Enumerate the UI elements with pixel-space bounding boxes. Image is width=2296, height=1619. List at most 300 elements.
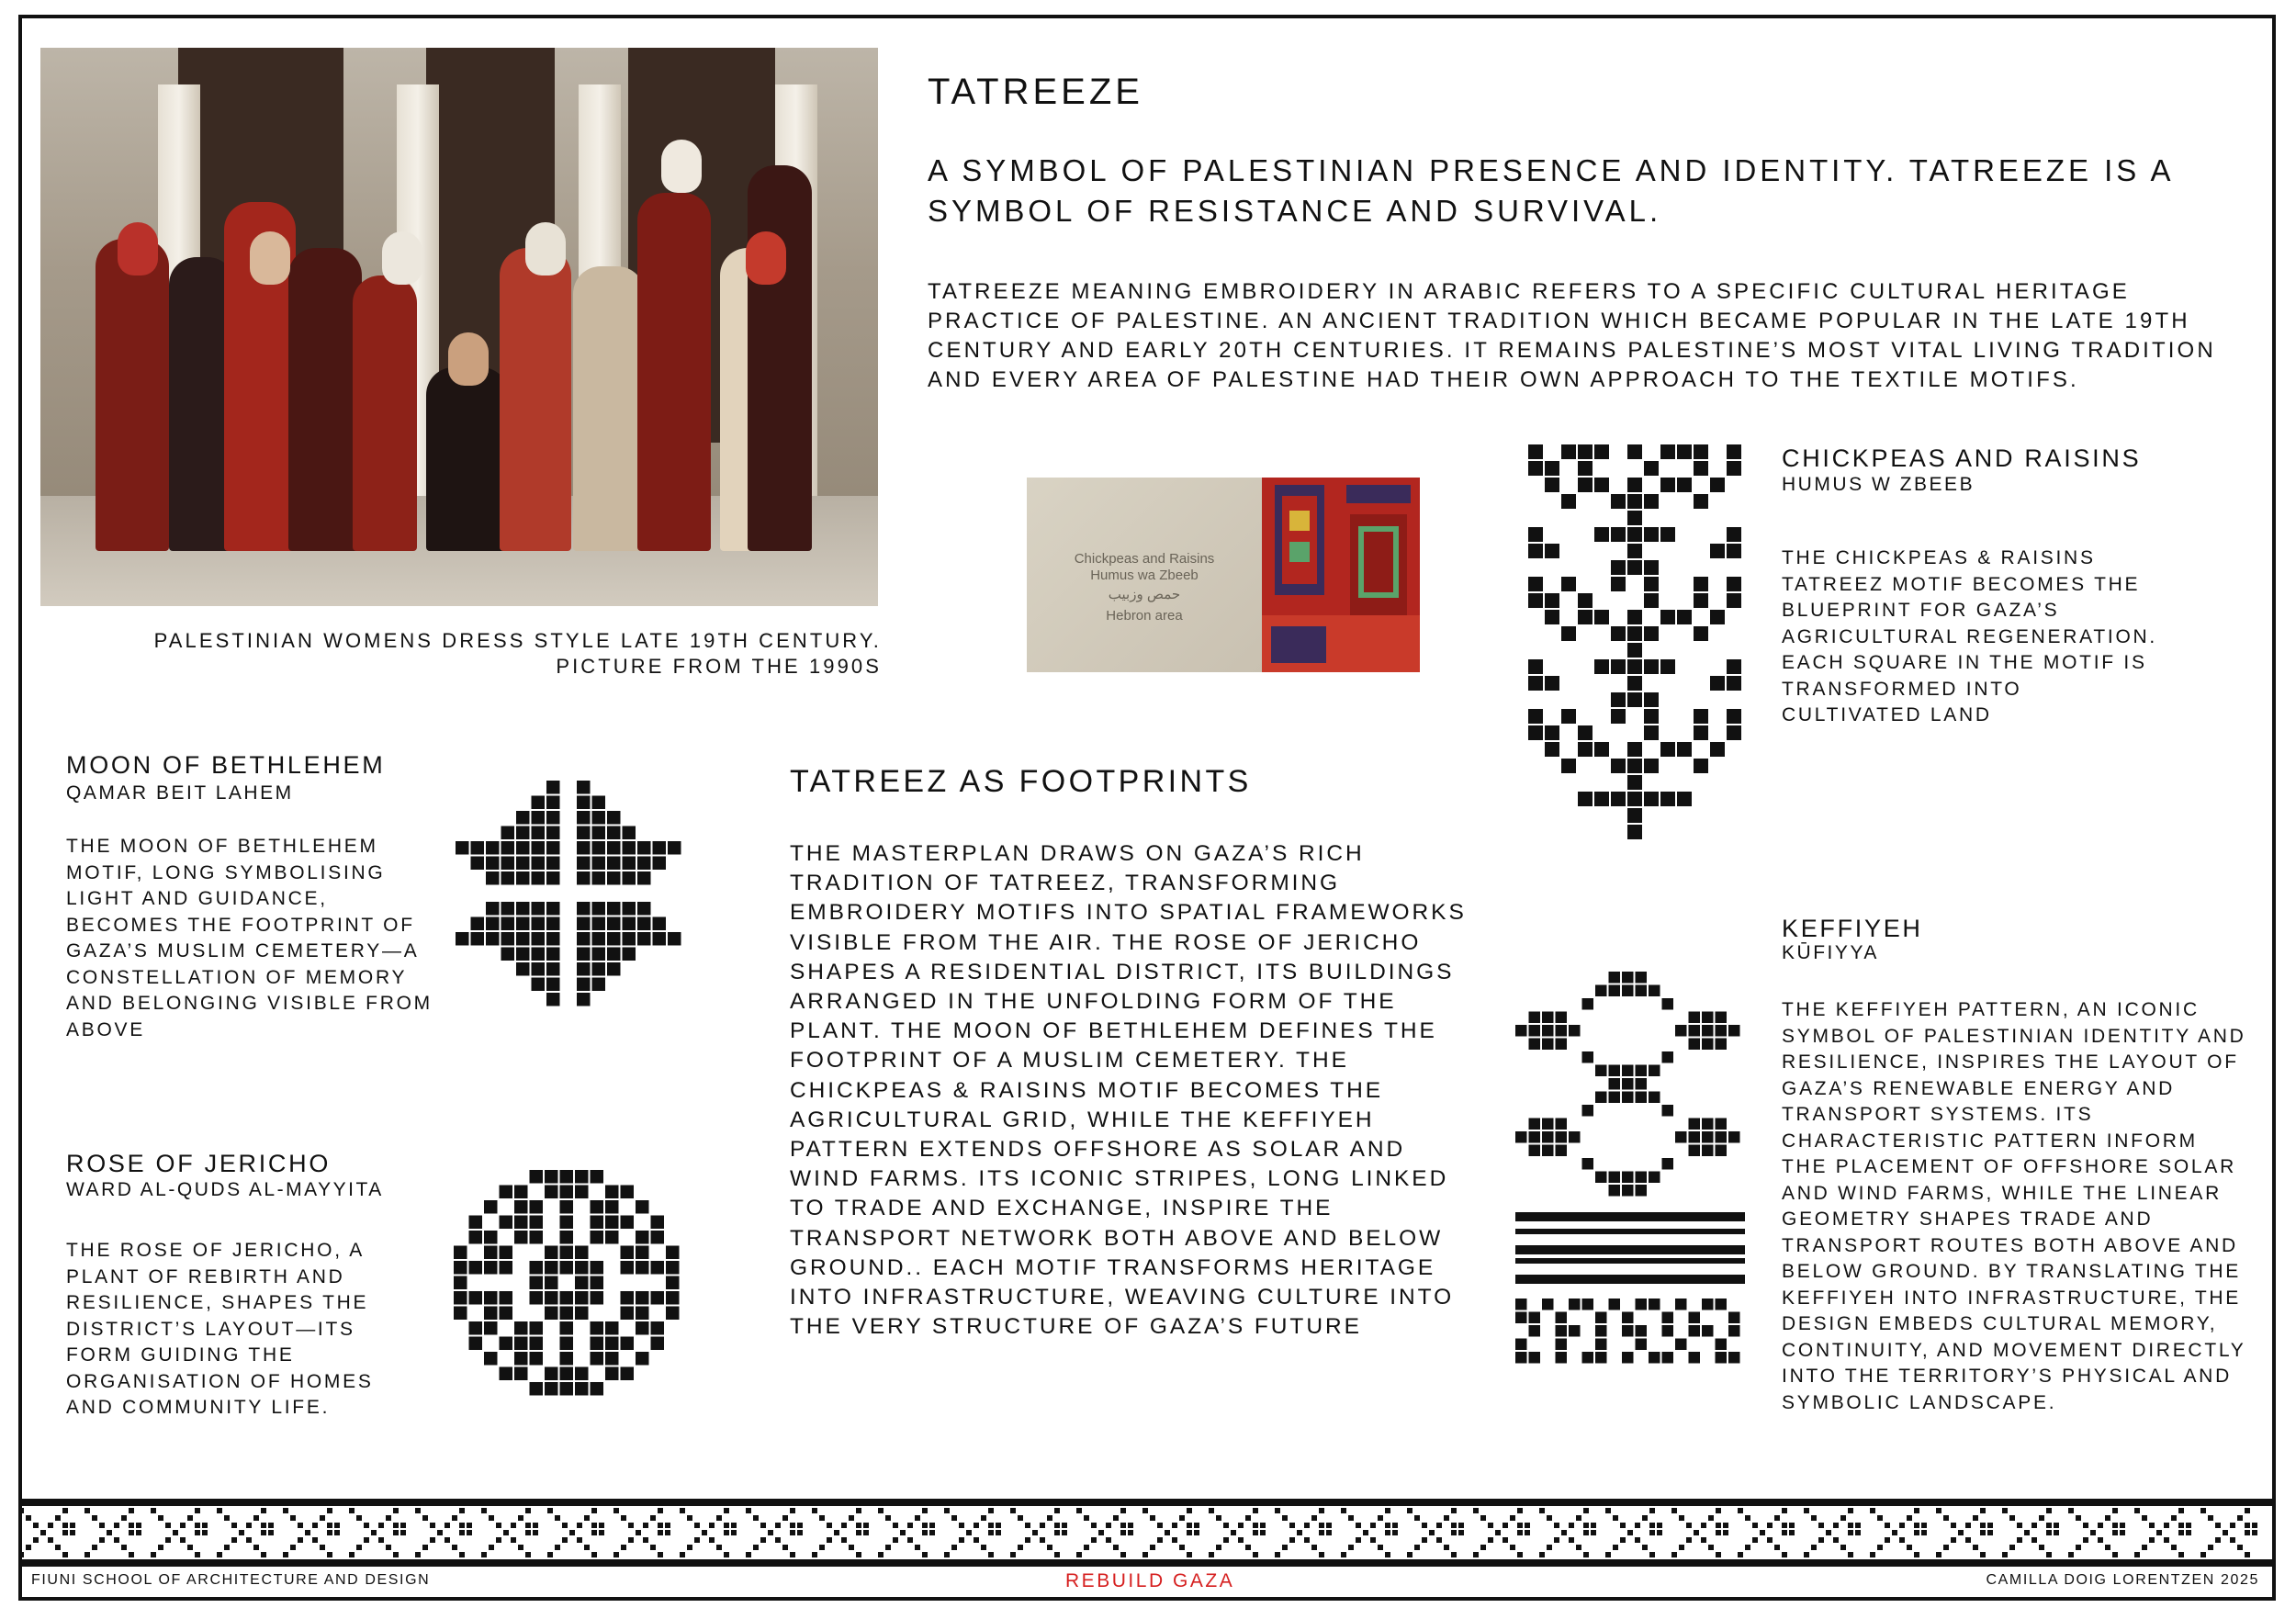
border-stitch bbox=[158, 1515, 163, 1521]
rose-stitch bbox=[621, 1337, 635, 1351]
border-stitch bbox=[1738, 1552, 1743, 1557]
border-stitch bbox=[1818, 1537, 1824, 1543]
border-stitch bbox=[62, 1530, 68, 1535]
border-stitch bbox=[187, 1545, 193, 1550]
moon-stitch bbox=[577, 811, 591, 825]
border-stitch bbox=[599, 1523, 604, 1528]
keffiyeh-stitch bbox=[1582, 998, 1594, 1010]
keffiyeh-band-stitch bbox=[1689, 1352, 1701, 1364]
rose-stitch bbox=[591, 1216, 604, 1230]
border-stitch bbox=[1885, 1537, 1890, 1543]
border-stitch bbox=[1209, 1508, 1214, 1513]
border-stitch bbox=[2215, 1537, 2221, 1543]
keffiyeh-band-stitch bbox=[1622, 1352, 1634, 1364]
rose-stitch bbox=[454, 1261, 467, 1275]
keffiyeh-stitch bbox=[1702, 1025, 1714, 1037]
border-stitch bbox=[893, 1537, 898, 1543]
border-stitch bbox=[1620, 1523, 1626, 1528]
chickpea-stitch bbox=[1594, 478, 1609, 492]
moon-stitch bbox=[546, 796, 560, 810]
border-stitch bbox=[944, 1508, 950, 1513]
keffiyeh-stitch bbox=[1636, 1078, 1648, 1090]
chickpea-stitch bbox=[1660, 527, 1675, 542]
border-stitch bbox=[459, 1523, 465, 1528]
border-stitch bbox=[1642, 1515, 1648, 1521]
border-stitch bbox=[195, 1530, 200, 1535]
moon-stitch bbox=[532, 857, 546, 871]
border-stitch bbox=[1517, 1523, 1523, 1528]
rose-stitch bbox=[636, 1291, 649, 1305]
rose-stitch bbox=[500, 1261, 513, 1275]
border-stitch bbox=[2032, 1537, 2037, 1543]
border-stitch bbox=[1547, 1545, 1552, 1550]
border-stitch bbox=[1517, 1552, 1523, 1557]
keffiyeh-stitch bbox=[1542, 1145, 1554, 1157]
border-stitch bbox=[1451, 1552, 1457, 1557]
border-stitch bbox=[974, 1537, 979, 1543]
rose-stitch bbox=[530, 1276, 544, 1290]
border-stitch bbox=[1054, 1523, 1060, 1528]
border-stitch bbox=[2230, 1523, 2235, 1528]
moon-stitch bbox=[637, 902, 651, 916]
border-stitch bbox=[1613, 1515, 1618, 1521]
border-stitch bbox=[503, 1530, 509, 1535]
chickpea-stitch bbox=[1627, 494, 1642, 509]
rose-stitch bbox=[545, 1261, 558, 1275]
border-stitch bbox=[878, 1552, 884, 1557]
border-stitch bbox=[1414, 1515, 1420, 1521]
border-stitch bbox=[1223, 1537, 1229, 1543]
keffiyeh-stitch bbox=[1556, 1012, 1568, 1024]
border-stitch bbox=[400, 1523, 406, 1528]
chickpea-stitch bbox=[1594, 659, 1609, 674]
border-stitch bbox=[555, 1545, 560, 1550]
border-stitch bbox=[775, 1523, 781, 1528]
moon-of-bethlehem-motif bbox=[456, 781, 685, 1010]
keffiyeh-stitch bbox=[1702, 1039, 1714, 1051]
border-stitch bbox=[1120, 1530, 1126, 1535]
rose-of-jericho-motif bbox=[454, 1170, 683, 1400]
border-stitch bbox=[1965, 1523, 1971, 1528]
border-stitch bbox=[1679, 1545, 1684, 1550]
moon-stitch bbox=[607, 811, 621, 825]
chickpea-stitch bbox=[1561, 626, 1576, 641]
border-stitch bbox=[2237, 1545, 2243, 1550]
moon-stitch bbox=[623, 871, 636, 885]
border-stitch bbox=[1525, 1530, 1530, 1535]
border-stitch bbox=[680, 1508, 685, 1513]
rose-stitch bbox=[591, 1276, 604, 1290]
rose-stitch bbox=[560, 1337, 574, 1351]
moon-stitch bbox=[516, 932, 530, 946]
border-stitch bbox=[2046, 1508, 2052, 1513]
border-stitch bbox=[819, 1545, 825, 1550]
border-stitch bbox=[650, 1515, 656, 1521]
chickpea-stitch bbox=[1627, 560, 1642, 575]
border-stitch bbox=[327, 1552, 332, 1557]
rose-stitch bbox=[545, 1367, 558, 1381]
border-stitch bbox=[628, 1523, 634, 1528]
border-stitch bbox=[48, 1537, 53, 1543]
border-stitch bbox=[981, 1545, 986, 1550]
border-stitch bbox=[1958, 1530, 1964, 1535]
chickpea-stitch bbox=[1660, 742, 1675, 757]
chickpea-stitch bbox=[1611, 709, 1626, 724]
rose-stitch bbox=[621, 1291, 635, 1305]
border-stitch bbox=[2178, 1530, 2184, 1535]
moon-stitch bbox=[471, 841, 485, 855]
border-stitch bbox=[62, 1508, 68, 1513]
chickpea-stitch bbox=[1611, 494, 1626, 509]
border-stitch bbox=[129, 1508, 134, 1513]
border-stitch bbox=[415, 1508, 421, 1513]
moon-stitch bbox=[607, 962, 621, 976]
border-stitch bbox=[1943, 1515, 1949, 1521]
keffiyeh-stitch bbox=[1689, 1131, 1701, 1143]
chickpea-stitch bbox=[1528, 709, 1543, 724]
moon-stitch bbox=[592, 978, 606, 992]
border-stitch bbox=[555, 1515, 560, 1521]
moon-stitch bbox=[577, 857, 591, 871]
keffiyeh-stitch bbox=[1649, 985, 1660, 997]
border-stitch bbox=[1304, 1523, 1310, 1528]
border-stitch bbox=[812, 1552, 817, 1557]
border-stitch bbox=[981, 1515, 986, 1521]
keffiyeh-stitch bbox=[1556, 1145, 1568, 1157]
chickpea-stitch bbox=[1694, 626, 1708, 641]
border-stitch bbox=[1311, 1545, 1317, 1550]
chickpea-stitch bbox=[1644, 461, 1659, 476]
chickpea-stitch bbox=[1528, 527, 1543, 542]
border-stitch bbox=[1782, 1523, 1787, 1528]
border-stitch bbox=[2112, 1552, 2118, 1557]
border-stitch bbox=[129, 1523, 134, 1528]
chickpea-stitch bbox=[1694, 725, 1708, 740]
border-stitch bbox=[753, 1545, 759, 1550]
border-stitch bbox=[613, 1552, 619, 1557]
border-stitch bbox=[1488, 1523, 1493, 1528]
border-stitch bbox=[1165, 1530, 1170, 1535]
border-stitch bbox=[1253, 1508, 1258, 1513]
border-stitch bbox=[1289, 1537, 1295, 1543]
border-stitch bbox=[724, 1523, 729, 1528]
border-stitch bbox=[577, 1537, 582, 1543]
border-stitch bbox=[165, 1537, 171, 1543]
border-stitch bbox=[158, 1545, 163, 1550]
rose-stitch bbox=[651, 1337, 665, 1351]
border-stitch bbox=[2120, 1523, 2125, 1528]
border-stitch bbox=[1289, 1523, 1295, 1528]
border-stitch bbox=[2039, 1545, 2044, 1550]
chickpea-stitch bbox=[1594, 444, 1609, 459]
border-stitch bbox=[195, 1508, 200, 1513]
chickpea-stitch bbox=[1727, 676, 1741, 691]
border-stitch bbox=[2046, 1523, 2052, 1528]
keffiyeh-stitch bbox=[1716, 1119, 1728, 1130]
rose-stitch bbox=[575, 1367, 589, 1381]
border-stitch bbox=[1245, 1515, 1251, 1521]
border-stitch bbox=[1576, 1545, 1581, 1550]
rose-stitch bbox=[484, 1352, 498, 1366]
border-stitch bbox=[1216, 1515, 1221, 1521]
border-stitch bbox=[1591, 1523, 1596, 1528]
border-stitch bbox=[1142, 1508, 1148, 1513]
border-stitch bbox=[1745, 1545, 1750, 1550]
border-stitch bbox=[2134, 1508, 2140, 1513]
border-stitch bbox=[922, 1508, 928, 1513]
moon-stitch bbox=[532, 841, 546, 855]
border-stitch bbox=[239, 1530, 244, 1535]
border-stitch bbox=[716, 1515, 722, 1521]
border-stitch bbox=[790, 1523, 795, 1528]
border-stitch bbox=[2171, 1545, 2177, 1550]
border-stitch bbox=[129, 1530, 134, 1535]
border-stitch bbox=[1341, 1508, 1346, 1513]
keffiyeh-band-stitch bbox=[1662, 1312, 1674, 1324]
border-stitch bbox=[1980, 1552, 1986, 1557]
border-stitch bbox=[1936, 1552, 1941, 1557]
chickpea-stitch bbox=[1594, 610, 1609, 624]
border-stitch bbox=[2223, 1530, 2228, 1535]
border-stitch bbox=[1473, 1552, 1479, 1557]
moon-stitch bbox=[532, 932, 546, 946]
border-stitch bbox=[99, 1537, 105, 1543]
border-stitch bbox=[2164, 1537, 2169, 1543]
border-stitch bbox=[834, 1530, 839, 1535]
chickpea-stitch bbox=[1727, 659, 1741, 674]
rose-stitch bbox=[591, 1382, 604, 1396]
border-stitch bbox=[62, 1523, 68, 1528]
keffiyeh-stripe bbox=[1515, 1229, 1745, 1234]
border-stitch bbox=[1539, 1508, 1545, 1513]
chickpea-stitch bbox=[1578, 593, 1593, 608]
border-stitch bbox=[1356, 1523, 1361, 1528]
moon-stitch bbox=[516, 811, 530, 825]
border-stitch bbox=[2245, 1530, 2250, 1535]
border-stitch bbox=[1319, 1552, 1324, 1557]
moon-stitch bbox=[456, 841, 469, 855]
border-stitch bbox=[1539, 1552, 1545, 1557]
rose-stitch bbox=[666, 1261, 680, 1275]
chickpea-stitch bbox=[1627, 692, 1642, 707]
border-stitch bbox=[1848, 1552, 1853, 1557]
border-stitch bbox=[658, 1508, 663, 1513]
rose-stitch bbox=[575, 1291, 589, 1305]
chickpea-stitch bbox=[1644, 759, 1659, 773]
border-stitch bbox=[731, 1530, 737, 1535]
moon-stitch bbox=[577, 948, 591, 961]
moon-stitch bbox=[577, 962, 591, 976]
border-stitch bbox=[702, 1530, 707, 1535]
chickpea-stitch bbox=[1561, 709, 1576, 724]
chickpea-stitch bbox=[1694, 709, 1708, 724]
chickpea-stitch bbox=[1694, 577, 1708, 591]
chickpea-stitch bbox=[1677, 610, 1692, 624]
border-stitch bbox=[1840, 1515, 1846, 1521]
keffiyeh-stitch bbox=[1716, 1012, 1728, 1024]
rose-stitch bbox=[545, 1170, 558, 1184]
chickpeas-subtitle: HUMUS W ZBEEB bbox=[1782, 474, 1975, 495]
chickpea-stitch bbox=[1644, 577, 1659, 591]
rose-stitch bbox=[651, 1321, 665, 1335]
border-stitch bbox=[1120, 1508, 1126, 1513]
moon-stitch bbox=[546, 857, 560, 871]
rose-stitch bbox=[666, 1307, 680, 1321]
rose-stitch bbox=[666, 1291, 680, 1305]
rose-stitch bbox=[545, 1382, 558, 1396]
chickpea-stitch bbox=[1528, 593, 1543, 608]
border-stitch bbox=[1921, 1523, 1927, 1528]
border-stitch bbox=[1157, 1523, 1163, 1528]
rose-stitch bbox=[530, 1337, 544, 1351]
chickpea-stitch bbox=[1644, 560, 1659, 575]
border-stitch bbox=[2252, 1530, 2257, 1535]
moon-stitch bbox=[623, 841, 636, 855]
rose-body: THE ROSE OF JERICHO, A PLANT OF REBIRTH AND RESILIENCE, SHAPES THE DISTRICT’S LAYOUT—ITS FORM GUIDING THE ORGANISATION OF HOMES AND COMMUNITY LIFE. bbox=[66, 1240, 374, 1418]
moon-stitch bbox=[501, 826, 515, 840]
rose-stitch bbox=[591, 1337, 604, 1351]
keffiyeh-stitch bbox=[1609, 985, 1621, 997]
border-stitch bbox=[643, 1523, 648, 1528]
keffiyeh-title: KEFFIYEH bbox=[1782, 915, 1923, 942]
border-stitch bbox=[1444, 1545, 1449, 1550]
border-stitch bbox=[312, 1537, 318, 1543]
border-stitch bbox=[386, 1545, 391, 1550]
keffiyeh-stitch bbox=[1515, 1025, 1527, 1037]
moon-stitch bbox=[592, 857, 606, 871]
border-stitch bbox=[1760, 1530, 1765, 1535]
moon-stitch bbox=[623, 902, 636, 916]
moon-stitch bbox=[471, 857, 485, 871]
border-stitch bbox=[1187, 1508, 1192, 1513]
border-stitch bbox=[2245, 1508, 2250, 1513]
border-stitch bbox=[907, 1537, 913, 1543]
border-stitch bbox=[1451, 1530, 1457, 1535]
border-stitch bbox=[1885, 1523, 1890, 1528]
keffiyeh-band-stitch bbox=[1515, 1352, 1527, 1364]
moon-stitch bbox=[607, 841, 621, 855]
border-stitch bbox=[1848, 1523, 1853, 1528]
border-stitch bbox=[187, 1515, 193, 1521]
border-stitch bbox=[1106, 1537, 1111, 1543]
border-stitch bbox=[195, 1523, 200, 1528]
border-stitch bbox=[1848, 1508, 1853, 1513]
border-stitch bbox=[1458, 1523, 1464, 1528]
keffiyeh-stitch bbox=[1582, 1051, 1594, 1063]
keffiyeh-stitch bbox=[1556, 1131, 1568, 1143]
border-stitch bbox=[231, 1537, 237, 1543]
border-stitch bbox=[1605, 1508, 1611, 1513]
border-stitch bbox=[1723, 1530, 1728, 1535]
border-stitch bbox=[1245, 1545, 1251, 1550]
border-stitch bbox=[1840, 1545, 1846, 1550]
border-stitch bbox=[1965, 1537, 1971, 1543]
border-stitch bbox=[312, 1523, 318, 1528]
border-stitch bbox=[261, 1508, 266, 1513]
border-stitch bbox=[1583, 1530, 1589, 1535]
border-stitch bbox=[1738, 1508, 1743, 1513]
border-stitch bbox=[1833, 1537, 1839, 1543]
moon-stitch bbox=[501, 841, 515, 855]
keffiyeh-band-stitch bbox=[1716, 1352, 1728, 1364]
border-stitch bbox=[1936, 1508, 1941, 1513]
border-stitch bbox=[1385, 1530, 1390, 1535]
border-stitch bbox=[496, 1537, 501, 1543]
border-stitch bbox=[1047, 1515, 1052, 1521]
border-stitch bbox=[70, 1523, 75, 1528]
moon-stitch bbox=[546, 902, 560, 916]
border-stitch bbox=[356, 1545, 362, 1550]
keffiyeh-band-stitch bbox=[1636, 1339, 1648, 1351]
rose-stitch bbox=[454, 1307, 467, 1321]
border-stitch bbox=[1297, 1530, 1302, 1535]
border-stitch bbox=[694, 1537, 700, 1543]
chickpea-stitch bbox=[1594, 742, 1609, 757]
border-stitch bbox=[790, 1530, 795, 1535]
border-stitch bbox=[1914, 1530, 1919, 1535]
keffiyeh-band-stitch bbox=[1515, 1312, 1527, 1324]
rose-stitch bbox=[560, 1200, 574, 1214]
border-stitch bbox=[180, 1523, 186, 1528]
border-stitch bbox=[1503, 1523, 1508, 1528]
border-stitch bbox=[650, 1545, 656, 1550]
keffiyeh-band-stitch bbox=[1649, 1299, 1660, 1310]
chickpea-stitch bbox=[1660, 792, 1675, 806]
keffiyeh-stitch bbox=[1636, 972, 1648, 984]
border-stitch bbox=[1826, 1530, 1831, 1535]
chickpea-stitch bbox=[1578, 725, 1593, 740]
border-stitch bbox=[1385, 1508, 1390, 1513]
border-stitch bbox=[1128, 1523, 1133, 1528]
rose-stitch bbox=[560, 1231, 574, 1244]
border-stitch bbox=[1649, 1530, 1655, 1535]
page-subtitle: A SYMBOL OF PALESTINIAN PRESENCE AND IDENTITY. TATREEZE IS A SYMBOL OF RESISTANCE AND SURVIVAL. bbox=[928, 153, 2173, 228]
border-stitch bbox=[1671, 1508, 1677, 1513]
border-stitch bbox=[378, 1523, 384, 1528]
footprints-title: TATREEZ AS FOOTPRINTS bbox=[790, 764, 1252, 799]
photo-caption-line1: PALESTINIAN WOMENS DRESS STYLE LATE 19TH CENTURY. bbox=[153, 629, 882, 652]
border-stitch bbox=[2076, 1545, 2081, 1550]
border-stitch bbox=[900, 1530, 906, 1535]
border-stitch bbox=[268, 1530, 274, 1535]
border-stitch bbox=[584, 1545, 590, 1550]
rose-stitch bbox=[469, 1291, 483, 1305]
moon-stitch bbox=[486, 857, 500, 871]
border-stitch bbox=[533, 1523, 538, 1528]
keffiyeh-stitch bbox=[1609, 1078, 1621, 1090]
chickpea-stitch bbox=[1677, 478, 1692, 492]
border-stitch bbox=[1436, 1523, 1442, 1528]
border-stitch bbox=[467, 1530, 472, 1535]
border-stitch bbox=[1892, 1530, 1897, 1535]
keffiyeh-stitch bbox=[1542, 1119, 1554, 1130]
chickpea-stitch bbox=[1561, 577, 1576, 591]
keffiyeh-stitch bbox=[1649, 1172, 1660, 1184]
border-stitch bbox=[327, 1508, 332, 1513]
moon-stitch bbox=[668, 841, 681, 855]
border-stitch bbox=[1422, 1523, 1427, 1528]
border-stitch bbox=[885, 1515, 891, 1521]
border-stitch bbox=[988, 1508, 994, 1513]
border-stitch bbox=[1282, 1515, 1288, 1521]
keffiyeh-stitch bbox=[1702, 1012, 1714, 1024]
keffiyeh-band-stitch bbox=[1716, 1339, 1728, 1351]
keffiyeh-border-band bbox=[18, 1499, 2276, 1567]
rose-stitch bbox=[545, 1246, 558, 1260]
rose-stitch bbox=[514, 1352, 528, 1366]
rose-stitch bbox=[605, 1352, 619, 1366]
rose-stitch bbox=[500, 1307, 513, 1321]
